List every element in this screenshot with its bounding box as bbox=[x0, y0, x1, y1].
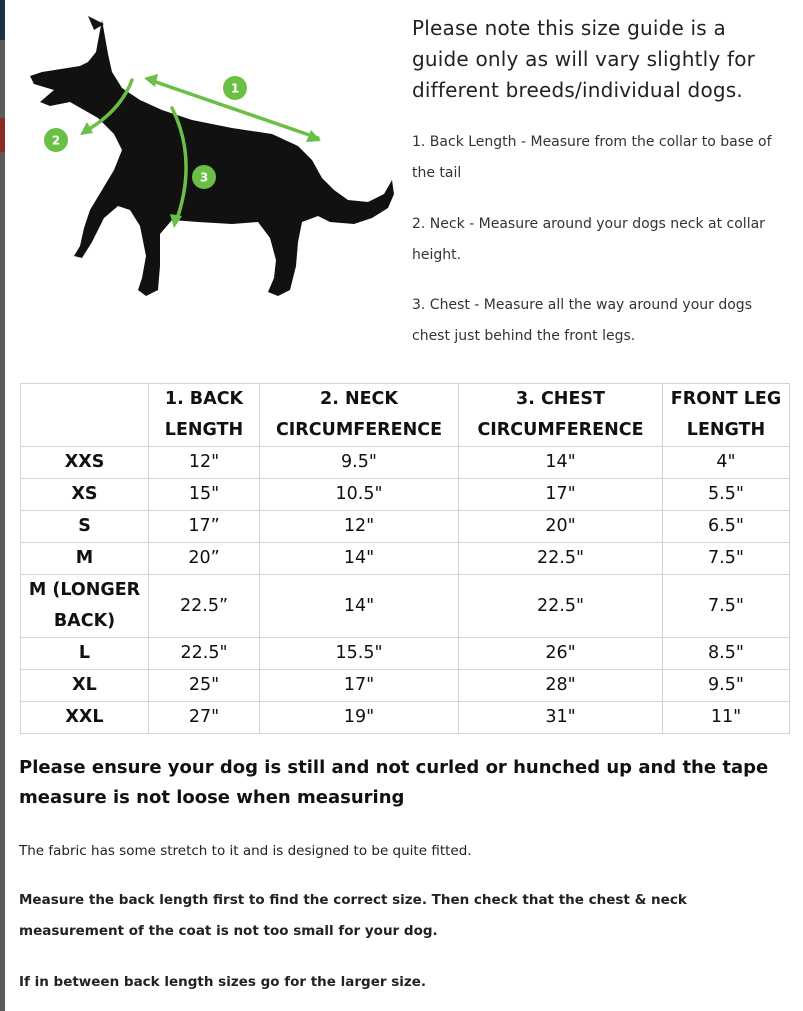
size-label: M bbox=[21, 543, 149, 575]
back-length-cell: 12" bbox=[149, 447, 260, 479]
chest-cell: 31" bbox=[459, 702, 663, 734]
chest-cell: 26" bbox=[459, 638, 663, 670]
chest-cell: 22.5" bbox=[459, 575, 663, 638]
size-guide-note: Please note this size guide is a guide only as will vary slightly for different breeds/individual dogs. bbox=[412, 16, 756, 102]
marker-3-label: 3 bbox=[199, 170, 209, 185]
size-label: L bbox=[21, 638, 149, 670]
table-row bbox=[21, 670, 790, 702]
dog-measurement-diagram bbox=[22, 10, 407, 310]
header-back-length: 1. BACK LENGTH bbox=[149, 384, 260, 447]
size-label: XXL bbox=[21, 702, 149, 734]
marker-1-label: 1 bbox=[230, 81, 240, 96]
table-row bbox=[21, 702, 790, 734]
front-leg-cell: 7.5" bbox=[663, 543, 790, 575]
neck-cell: 19" bbox=[260, 702, 459, 734]
chest-cell: 14" bbox=[459, 447, 663, 479]
neck-cell: 9.5" bbox=[260, 447, 459, 479]
header-size bbox=[21, 384, 149, 447]
arrow-head-icon bbox=[170, 214, 182, 228]
measure-first-note: Measure the back length first to find the correct size. Then check that the chest & neck measurement of the coat is not too small for your dog. bbox=[19, 892, 687, 939]
page-edge-mid bbox=[0, 118, 5, 152]
page-edge-strip bbox=[0, 0, 5, 1011]
dog-silhouette-icon bbox=[30, 16, 394, 296]
chest-cell: 20" bbox=[459, 511, 663, 543]
table-row bbox=[21, 543, 790, 575]
measuring-warning: Please ensure your dog is still and not curled or hunched up and the tape measure is not loose when measuring bbox=[19, 757, 769, 808]
marker-2-label: 2 bbox=[51, 133, 61, 148]
back-length-cell: 22.5" bbox=[149, 638, 260, 670]
front-leg-cell: 9.5" bbox=[663, 670, 790, 702]
neck-cell: 15.5" bbox=[260, 638, 459, 670]
front-leg-cell: 4" bbox=[663, 447, 790, 479]
front-leg-cell: 7.5" bbox=[663, 575, 790, 638]
header-neck-circumference: 2. NECK CIRCUMFERENCE bbox=[260, 384, 459, 447]
arrow-head-icon bbox=[144, 74, 158, 87]
fabric-note: The fabric has some stretch to it and is designed to be quite fitted. bbox=[19, 843, 472, 859]
chest-cell: 28" bbox=[459, 670, 663, 702]
chest-cell: 17" bbox=[459, 479, 663, 511]
front-leg-cell: 8.5" bbox=[663, 638, 790, 670]
table-row bbox=[21, 575, 790, 638]
neck-instruction: 2. Neck - Measure around your dogs neck at collar height. bbox=[412, 216, 765, 263]
neck-cell: 14" bbox=[260, 543, 459, 575]
back-length-instruction: 1. Back Length - Measure from the collar to base of the tail bbox=[412, 134, 772, 181]
front-leg-cell: 11" bbox=[663, 702, 790, 734]
neck-cell: 14" bbox=[260, 575, 459, 638]
neck-cell: 17" bbox=[260, 670, 459, 702]
header-front-leg-length: FRONT LEG LENGTH bbox=[663, 384, 790, 447]
back-length-cell: 17” bbox=[149, 511, 260, 543]
table-row bbox=[21, 479, 790, 511]
table-header-row bbox=[21, 384, 790, 447]
chest-cell: 22.5" bbox=[459, 543, 663, 575]
header-chest-circumference: 3. CHEST CIRCUMFERENCE bbox=[459, 384, 663, 447]
size-label: XL bbox=[21, 670, 149, 702]
back-length-cell: 20” bbox=[149, 543, 260, 575]
front-leg-cell: 6.5" bbox=[663, 511, 790, 543]
back-length-cell: 22.5” bbox=[149, 575, 260, 638]
size-chart-table bbox=[20, 383, 790, 734]
neck-cell: 10.5" bbox=[260, 479, 459, 511]
size-label: XS bbox=[21, 479, 149, 511]
neck-cell: 12" bbox=[260, 511, 459, 543]
table-row bbox=[21, 638, 790, 670]
front-leg-cell: 5.5" bbox=[663, 479, 790, 511]
size-label: S bbox=[21, 511, 149, 543]
size-label: M (LONGER BACK) bbox=[21, 575, 149, 638]
page-edge-top bbox=[0, 0, 5, 40]
chest-instruction: 3. Chest - Measure all the way around your dogs chest just behind the front legs. bbox=[412, 297, 752, 344]
in-between-note: If in between back length sizes go for the larger size. bbox=[19, 974, 427, 990]
back-length-cell: 27" bbox=[149, 702, 260, 734]
size-label: XXS bbox=[21, 447, 149, 479]
table-row bbox=[21, 511, 790, 543]
back-length-cell: 25" bbox=[149, 670, 260, 702]
table-row bbox=[21, 447, 790, 479]
back-length-cell: 15" bbox=[149, 479, 260, 511]
